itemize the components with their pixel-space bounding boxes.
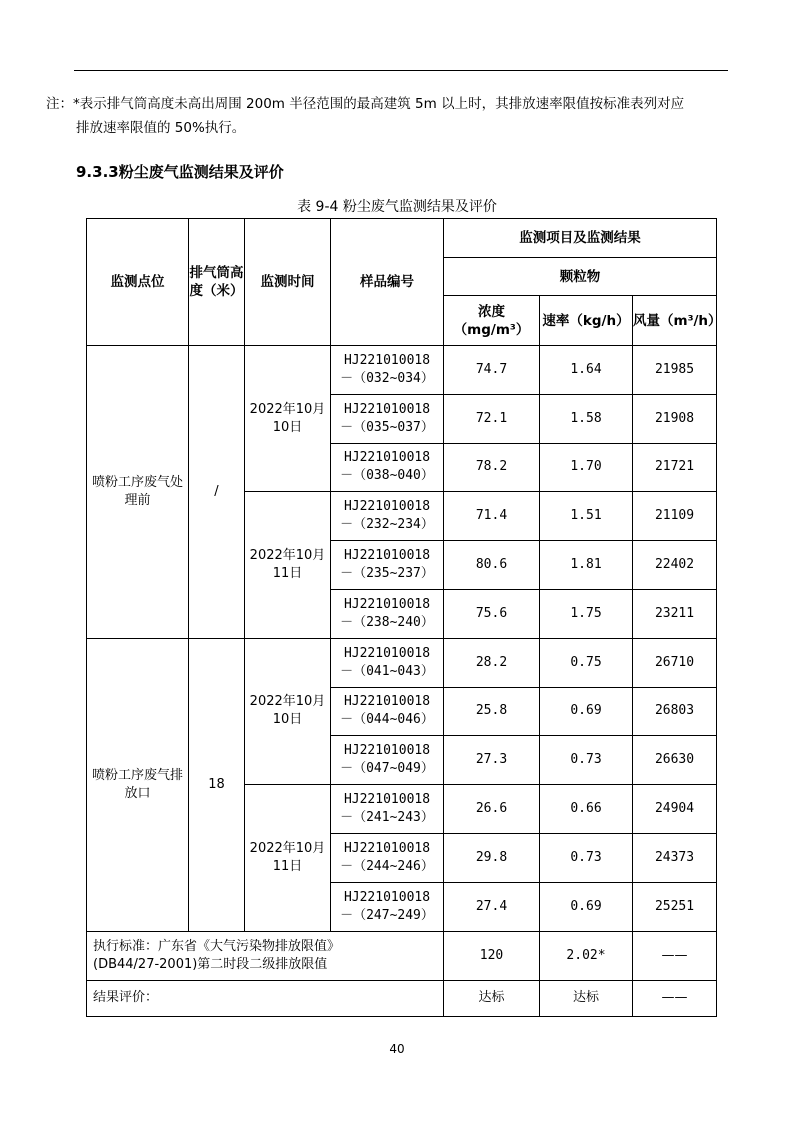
airflow-cell: 26630 bbox=[633, 736, 717, 785]
sample-id-cell bbox=[331, 785, 444, 834]
evaluation-airflow: —— bbox=[633, 980, 717, 1016]
rate-cell: 1.58 bbox=[540, 394, 633, 443]
sample-id-prefix: HJ221010018 bbox=[343, 645, 431, 661]
airflow-cell: 22402 bbox=[633, 541, 717, 590]
rate-cell: 0.69 bbox=[540, 882, 633, 931]
sample-id-prefix: HJ221010018 bbox=[343, 694, 431, 710]
rate-cell: 1.64 bbox=[540, 346, 633, 395]
sample-id-cell bbox=[331, 589, 444, 638]
header-concentration: 浓度（mg/m³） bbox=[444, 296, 540, 346]
sample-id-range: －（035~037） bbox=[340, 419, 434, 435]
header-group: 监测项目及监测结果 bbox=[444, 219, 717, 258]
sample-id-range: －（238~240） bbox=[340, 614, 434, 630]
sample-id-range: －（032~034） bbox=[340, 370, 434, 386]
rate-cell: 0.73 bbox=[540, 736, 633, 785]
date-cell: 2022年10月10日 bbox=[245, 346, 331, 492]
standard-label-line-1: 执行标准：广东省《大气污染物排放限值》 bbox=[93, 938, 341, 954]
section-title: 9.3.3粉尘废气监测结果及评价 bbox=[76, 163, 284, 181]
sample-id-prefix: HJ221010018 bbox=[343, 840, 431, 856]
sample-id-cell bbox=[331, 394, 444, 443]
sample-id-range: －（247~249） bbox=[340, 907, 434, 923]
rate-cell: 0.73 bbox=[540, 833, 633, 882]
rate-cell: 0.66 bbox=[540, 785, 633, 834]
sample-id-range: －（041~043） bbox=[340, 663, 434, 679]
airflow-cell: 21908 bbox=[633, 394, 717, 443]
sample-id-cell bbox=[331, 638, 444, 687]
header-time: 监测时间 bbox=[245, 219, 331, 346]
standard-rate: 2.02* bbox=[540, 931, 633, 980]
concentration-cell: 25.8 bbox=[444, 687, 540, 736]
rate-cell: 0.75 bbox=[540, 638, 633, 687]
sample-id-range: －（232~234） bbox=[340, 517, 434, 533]
header-item: 颗粒物 bbox=[444, 258, 717, 296]
standard-row bbox=[87, 931, 717, 980]
header-height: 排气筒高度（米） bbox=[189, 219, 245, 346]
sample-id-range: －（047~049） bbox=[340, 761, 434, 777]
sample-id-range: －（038~040） bbox=[340, 468, 434, 484]
height-cell: 18 bbox=[189, 638, 245, 931]
sample-id-prefix: HJ221010018 bbox=[343, 401, 431, 417]
header-location: 监测点位 bbox=[87, 219, 189, 346]
header-airflow: 风量（m³/h） bbox=[633, 296, 717, 346]
date-cell: 2022年10月10日 bbox=[245, 638, 331, 784]
evaluation-concentration: 达标 bbox=[444, 980, 540, 1016]
standard-label-line-2: (DB44/27-2001)第二时段二级排放限值 bbox=[93, 956, 328, 972]
concentration-cell: 74.7 bbox=[444, 346, 540, 395]
standard-airflow: —— bbox=[633, 931, 717, 980]
dust-monitoring-table bbox=[86, 218, 722, 1017]
sample-id-prefix: HJ221010018 bbox=[343, 889, 431, 905]
evaluation-rate: 达标 bbox=[540, 980, 633, 1016]
concentration-cell: 71.4 bbox=[444, 492, 540, 541]
airflow-cell: 24904 bbox=[633, 785, 717, 834]
airflow-cell: 26710 bbox=[633, 638, 717, 687]
airflow-cell: 21985 bbox=[633, 346, 717, 395]
table-row bbox=[87, 638, 717, 687]
sample-id-prefix: HJ221010018 bbox=[343, 743, 431, 759]
concentration-cell: 26.6 bbox=[444, 785, 540, 834]
airflow-cell: 25251 bbox=[633, 882, 717, 931]
sample-id-cell bbox=[331, 736, 444, 785]
standard-concentration: 120 bbox=[444, 931, 540, 980]
sample-id-cell bbox=[331, 882, 444, 931]
concentration-cell: 28.2 bbox=[444, 638, 540, 687]
sample-id-cell bbox=[331, 346, 444, 395]
airflow-cell: 21109 bbox=[633, 492, 717, 541]
sample-id-prefix: HJ221010018 bbox=[343, 450, 431, 466]
concentration-cell: 27.4 bbox=[444, 882, 540, 931]
note bbox=[46, 92, 736, 140]
airflow-cell: 24373 bbox=[633, 833, 717, 882]
note-line-1: 注：*表示排气筒高度未高出周围 200m 半径范围的最高建筑 5m 以上时，其排放速率限值按标准表列对应 bbox=[46, 96, 685, 112]
sample-id-cell bbox=[331, 687, 444, 736]
airflow-cell: 23211 bbox=[633, 589, 717, 638]
concentration-cell: 29.8 bbox=[444, 833, 540, 882]
sample-id-range: －（244~246） bbox=[340, 858, 434, 874]
evaluation-row bbox=[87, 980, 717, 1016]
sample-id-prefix: HJ221010018 bbox=[343, 548, 431, 564]
sample-id-cell bbox=[331, 541, 444, 590]
sample-id-prefix: HJ221010018 bbox=[343, 352, 431, 368]
sample-id-range: －（241~243） bbox=[340, 810, 434, 826]
standard-label bbox=[87, 931, 444, 980]
airflow-cell: 26803 bbox=[633, 687, 717, 736]
rate-cell: 0.69 bbox=[540, 687, 633, 736]
rate-cell: 1.81 bbox=[540, 541, 633, 590]
header-sample-id: 样品编号 bbox=[331, 219, 444, 346]
table-row bbox=[87, 346, 717, 395]
concentration-cell: 27.3 bbox=[444, 736, 540, 785]
sample-id-prefix: HJ221010018 bbox=[343, 596, 431, 612]
date-cell: 2022年10月11日 bbox=[245, 492, 331, 638]
header-rule bbox=[74, 70, 728, 71]
height-cell: / bbox=[189, 346, 245, 639]
rate-cell: 1.70 bbox=[540, 443, 633, 492]
concentration-cell: 72.1 bbox=[444, 394, 540, 443]
date-cell: 2022年10月11日 bbox=[245, 785, 331, 931]
sample-id-prefix: HJ221010018 bbox=[343, 792, 431, 808]
airflow-cell: 21721 bbox=[633, 443, 717, 492]
sample-id-range: －（044~046） bbox=[340, 712, 434, 728]
sample-id-range: －（235~237） bbox=[340, 566, 434, 582]
sample-id-cell bbox=[331, 833, 444, 882]
concentration-cell: 80.6 bbox=[444, 541, 540, 590]
page-number: 40 bbox=[389, 1042, 405, 1056]
concentration-cell: 75.6 bbox=[444, 589, 540, 638]
sample-id-cell bbox=[331, 492, 444, 541]
location-cell: 喷粉工序废气处理前 bbox=[87, 346, 189, 639]
sample-id-prefix: HJ221010018 bbox=[343, 499, 431, 515]
table-caption: 表 9-4 粉尘废气监测结果及评价 bbox=[297, 199, 497, 215]
concentration-cell: 78.2 bbox=[444, 443, 540, 492]
evaluation-label: 结果评价： bbox=[87, 980, 444, 1016]
sample-id-cell bbox=[331, 443, 444, 492]
note-line-2: 排放速率限值的 50%执行。 bbox=[76, 120, 246, 136]
rate-cell: 1.75 bbox=[540, 589, 633, 638]
rate-cell: 1.51 bbox=[540, 492, 633, 541]
header-rate: 速率（kg/h） bbox=[540, 296, 633, 346]
location-cell: 喷粉工序废气排放口 bbox=[87, 638, 189, 931]
